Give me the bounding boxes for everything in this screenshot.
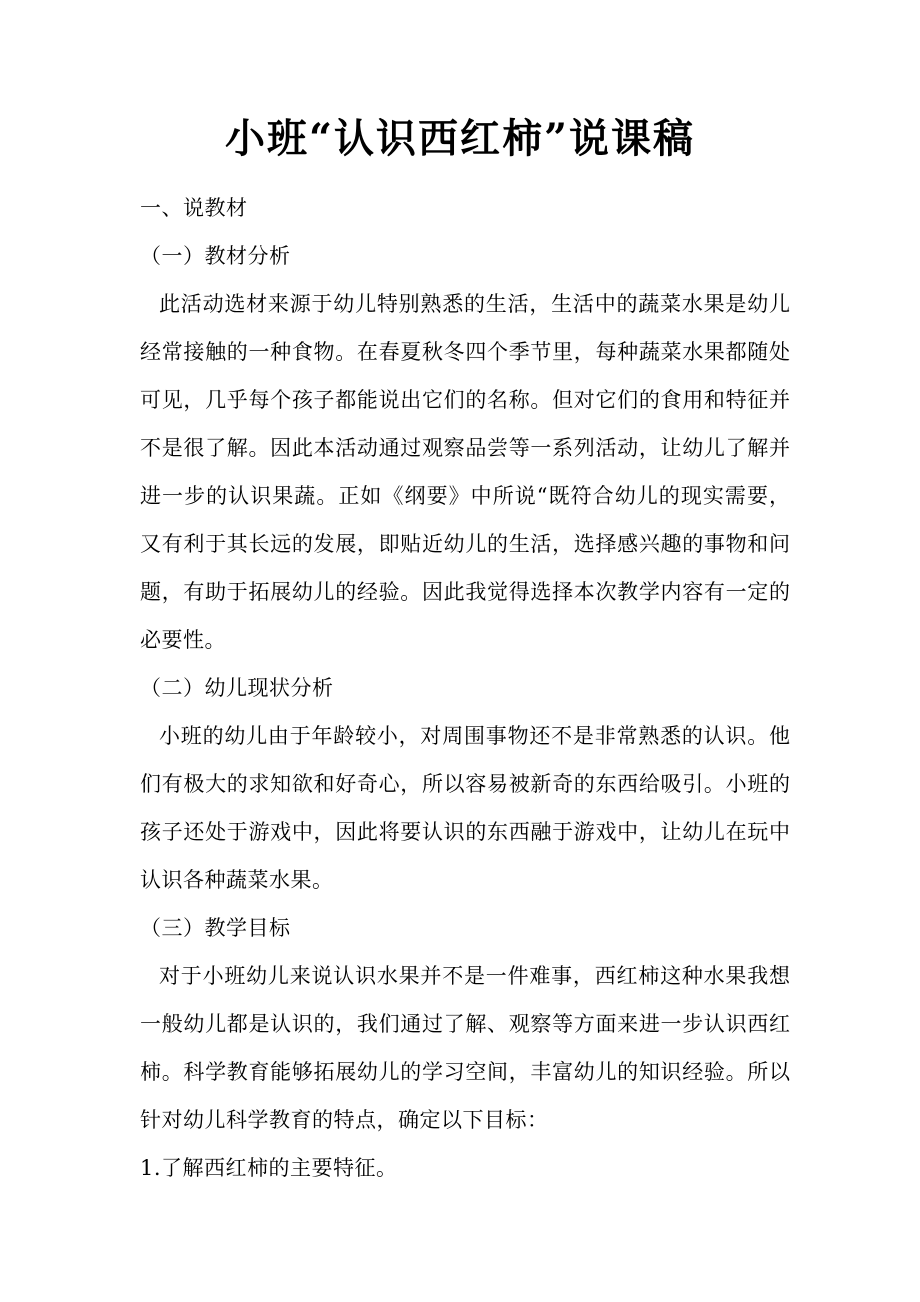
paragraph-line: 对于小班幼儿来说认识水果并不是一件难事，西红柿这种水果我想 — [159, 964, 790, 988]
paragraph-line: 柿。科学教育能够拓展幼儿的学习空间，丰富幼儿的知识经验。所以 — [140, 1060, 790, 1084]
section-heading-2: （三）教学目标 — [140, 916, 291, 940]
section-heading-1: 一、说教材 — [140, 196, 248, 220]
section-heading-2: （二）幼儿现状分析 — [140, 676, 334, 700]
document-title: 小班“认识西红柿”说课稿 — [224, 115, 695, 162]
paragraph-line: 们有极大的求知欲和好奇心，所以容易被新奇的东西给吸引。小班的 — [140, 772, 790, 796]
paragraph-line: 此活动选材来源于幼儿特别熟悉的生活，生活中的蔬菜水果是幼儿 — [159, 292, 790, 316]
document-body — [0, 184, 920, 1192]
paragraph-line: 经常接触的一种食物。在春夏秋冬四个季节里，每种蔬菜水果都随处 — [140, 340, 790, 364]
list-item: 1.了解西红柿的主要特征。 — [140, 1156, 398, 1180]
paragraph-line: 题，有助于拓展幼儿的经验。因此我觉得选择本次教学内容有一定的 — [140, 580, 790, 604]
paragraph-line: 一般幼儿都是认识的，我们通过了解、观察等方面来进一步认识西红 — [140, 1012, 790, 1036]
paragraph-line: 必要性。 — [140, 628, 226, 652]
paragraph-line: 不是很了解。因此本活动通过观察品尝等一系列活动，让幼儿了解并 — [140, 436, 790, 460]
paragraph-line: 进一步的认识果蔬。正如《纲要》中所说“既符合幼儿的现实需要， — [140, 484, 790, 508]
paragraph-line: 又有利于其长远的发展，即贴近幼儿的生活，选择感兴趣的事物和问 — [140, 532, 790, 556]
paragraph-line: 小班的幼儿由于年龄较小，对周围事物还不是非常熟悉的认识。他 — [159, 724, 790, 748]
paragraph-line: 针对幼儿科学教育的特点，确定以下目标： — [140, 1108, 549, 1132]
paragraph-line: 可见，几乎每个孩子都能说出它们的名称。但对它们的食用和特征并 — [140, 388, 790, 412]
paragraph-line: 孩子还处于游戏中，因此将要认识的东西融于游戏中，让幼儿在玩中 — [140, 820, 790, 844]
section-heading-2: （一）教材分析 — [140, 244, 291, 268]
paragraph-line: 认识各种蔬菜水果。 — [140, 868, 334, 892]
